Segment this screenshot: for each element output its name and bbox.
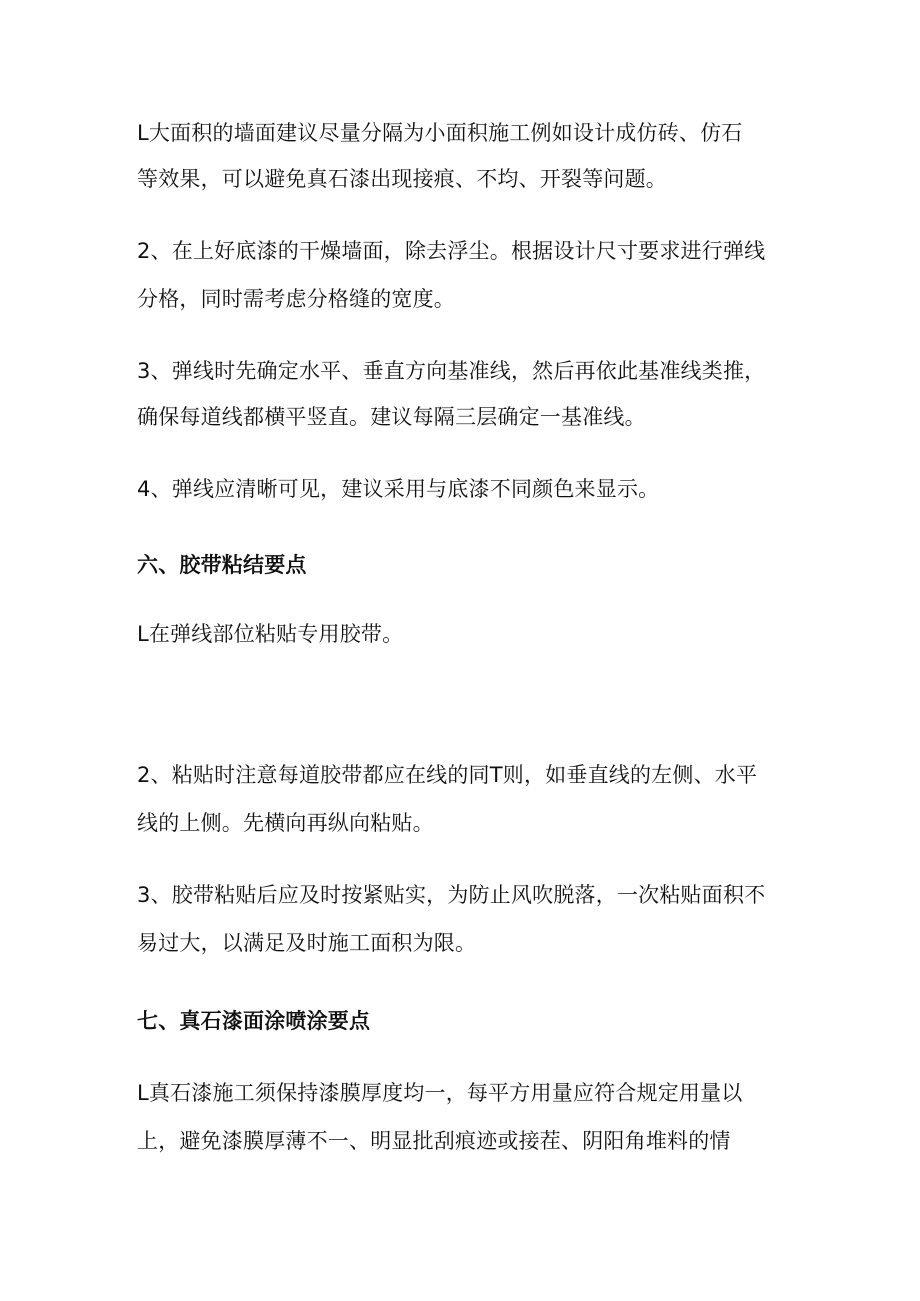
paragraph-line: 2、粘贴时注意每道胶带都应在线的同T则，如垂直线的左侧、水平 xyxy=(137,763,758,787)
paragraph-line: 等效果，可以避免真石漆出现接痕、不均、开裂等问题。 xyxy=(137,167,667,191)
paragraph-line: 3、胶带粘贴后应及时按紧贴实，为防止风吹脱落，一次粘贴面积不 xyxy=(137,883,766,907)
paragraph-line: 上，避免漆膜厚薄不一、明显批刮痕迹或接茬、阴阳角堆料的情 xyxy=(137,1129,731,1153)
section-heading: 六、胶带粘结要点 xyxy=(137,553,307,577)
section-heading: 七、真石漆面涂喷涂要点 xyxy=(137,1009,371,1033)
paragraph-line: L大面积的墙面建议尽量分隔为小面积施工例如设计成仿砖、仿石 xyxy=(137,121,743,145)
paragraph-line: 易过大，以满足及时施工面积为限。 xyxy=(137,931,477,955)
paragraph-line: 线的上侧。先横向再纵向粘贴。 xyxy=(137,811,434,835)
paragraph-line: 4、弹线应清晰可见，建议采用与底漆不同颜色来显示。 xyxy=(137,477,660,501)
paragraph-line: L在弹线部位粘贴专用胶带。 xyxy=(137,622,404,646)
paragraph-line: 分格，同时需考虑分格缝的宽度。 xyxy=(137,287,455,311)
paragraph-line: 2、在上好底漆的干燥墙面，除去浮尘。根据设计尺寸要求进行弹线 xyxy=(137,239,766,263)
paragraph-line: 确保每道线都横平竖直。建议每隔三层确定一基准线。 xyxy=(137,405,646,429)
paragraph-line: L真石漆施工须保持漆膜厚度均一，每平方用量应符合规定用量以 xyxy=(137,1081,743,1105)
paragraph-line: 3、弹线时先确定水平、垂直方向基准线，然后再依此基准线类推， xyxy=(137,359,766,383)
